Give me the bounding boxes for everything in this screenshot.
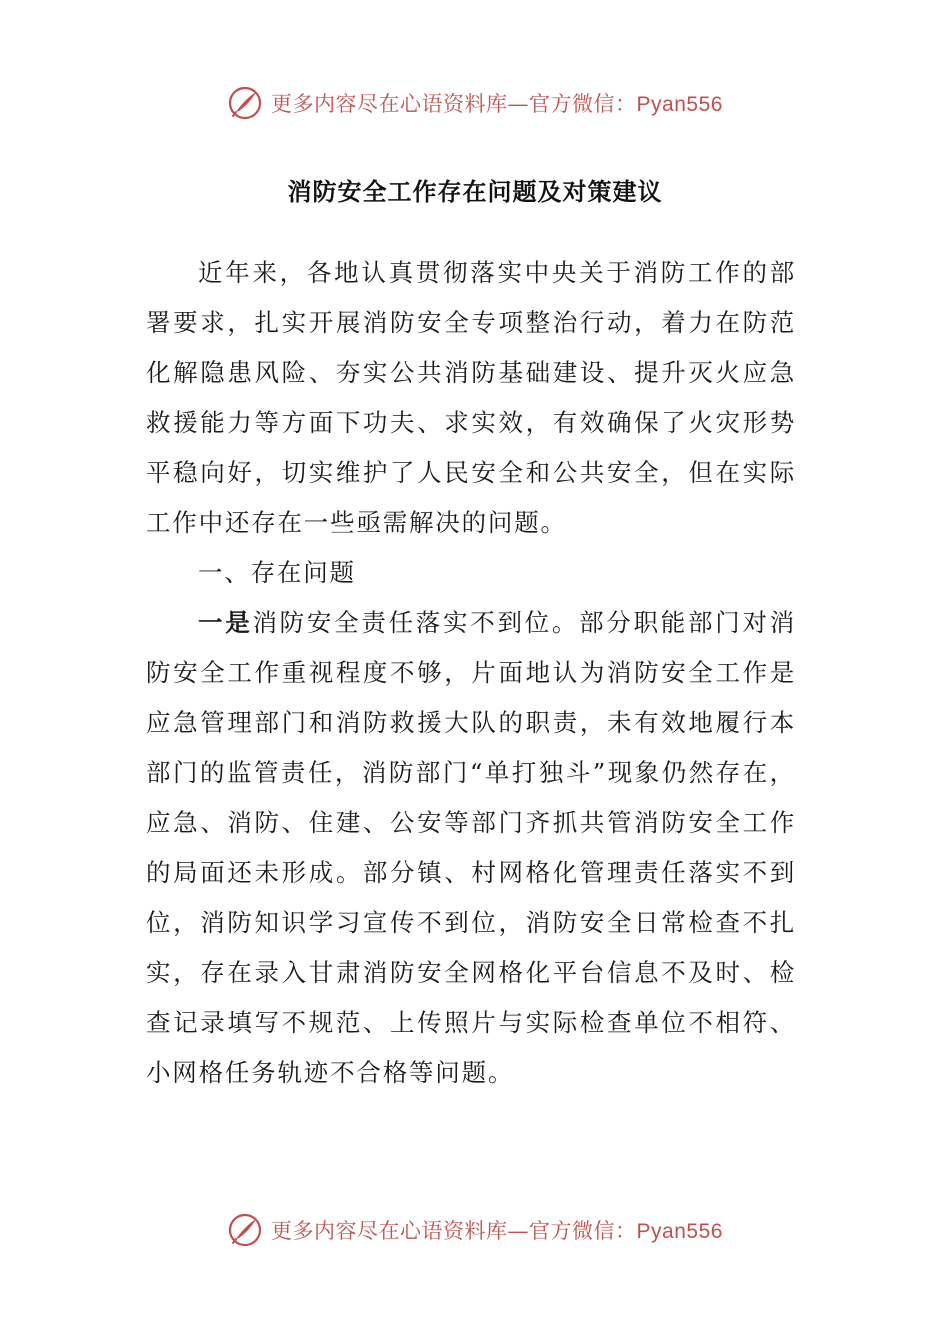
watermark-handle: Pyan556 [636, 1220, 723, 1243]
document-title: 消防安全工作存在问题及对策建议 [287, 178, 663, 206]
quill-pen-circle-icon [227, 1212, 263, 1248]
point-one-lead: 一是 [198, 608, 253, 637]
point-one-paragraph [146, 598, 796, 1098]
footer-watermark [0, 1205, 950, 1255]
watermark-handle: Pyan556 [636, 93, 723, 116]
document-body [146, 248, 796, 1098]
watermark-text: 更多内容尽在心语资料库—官方微信：Pyan556 [271, 92, 723, 116]
section-heading: 一、存在问题 [198, 558, 356, 587]
quill-pen-circle-icon [227, 85, 263, 121]
watermark-text: 更多内容尽在心语资料库—官方微信：Pyan556 [271, 1219, 723, 1243]
intro-paragraph: 近年来，各地认真贯彻落实中央关于消防工作的部署要求，扎实开展消防安全专项整治行动，着力在防范化解隐患风险、夯实公共消防基础建设、提升灭火应急救援能力等方面下功夫、求实效，有效确保了火灾形势平稳向好，切实维护了人民安全和公共安全，但在实际工作中还存在一些亟需解决的问题。 [146, 258, 796, 537]
header-watermark [0, 78, 950, 128]
point-one-text: 消防安全责任落实不到位。部分职能部门对消防安全工作重视程度不够，片面地认为消防安全工作是应急管理部门和消防救援大队的职责，未有效地履行本部门的监管责任，消防部门“单打独斗”现象仍然存在，应急、消防、住建、公安等部门齐抓共管消防安全工作的局面还未形成。部分镇、村网格化管理责任落实不到位，消防知识学习宣传不到位，消防安全日常检查不扎实，存在录入甘肃消防安全网格化平台信息不及时、检查记录填写不规范、上传照片与实际检查单位不相符、小网格任务轨迹不合格等问题。 [146, 608, 796, 1087]
